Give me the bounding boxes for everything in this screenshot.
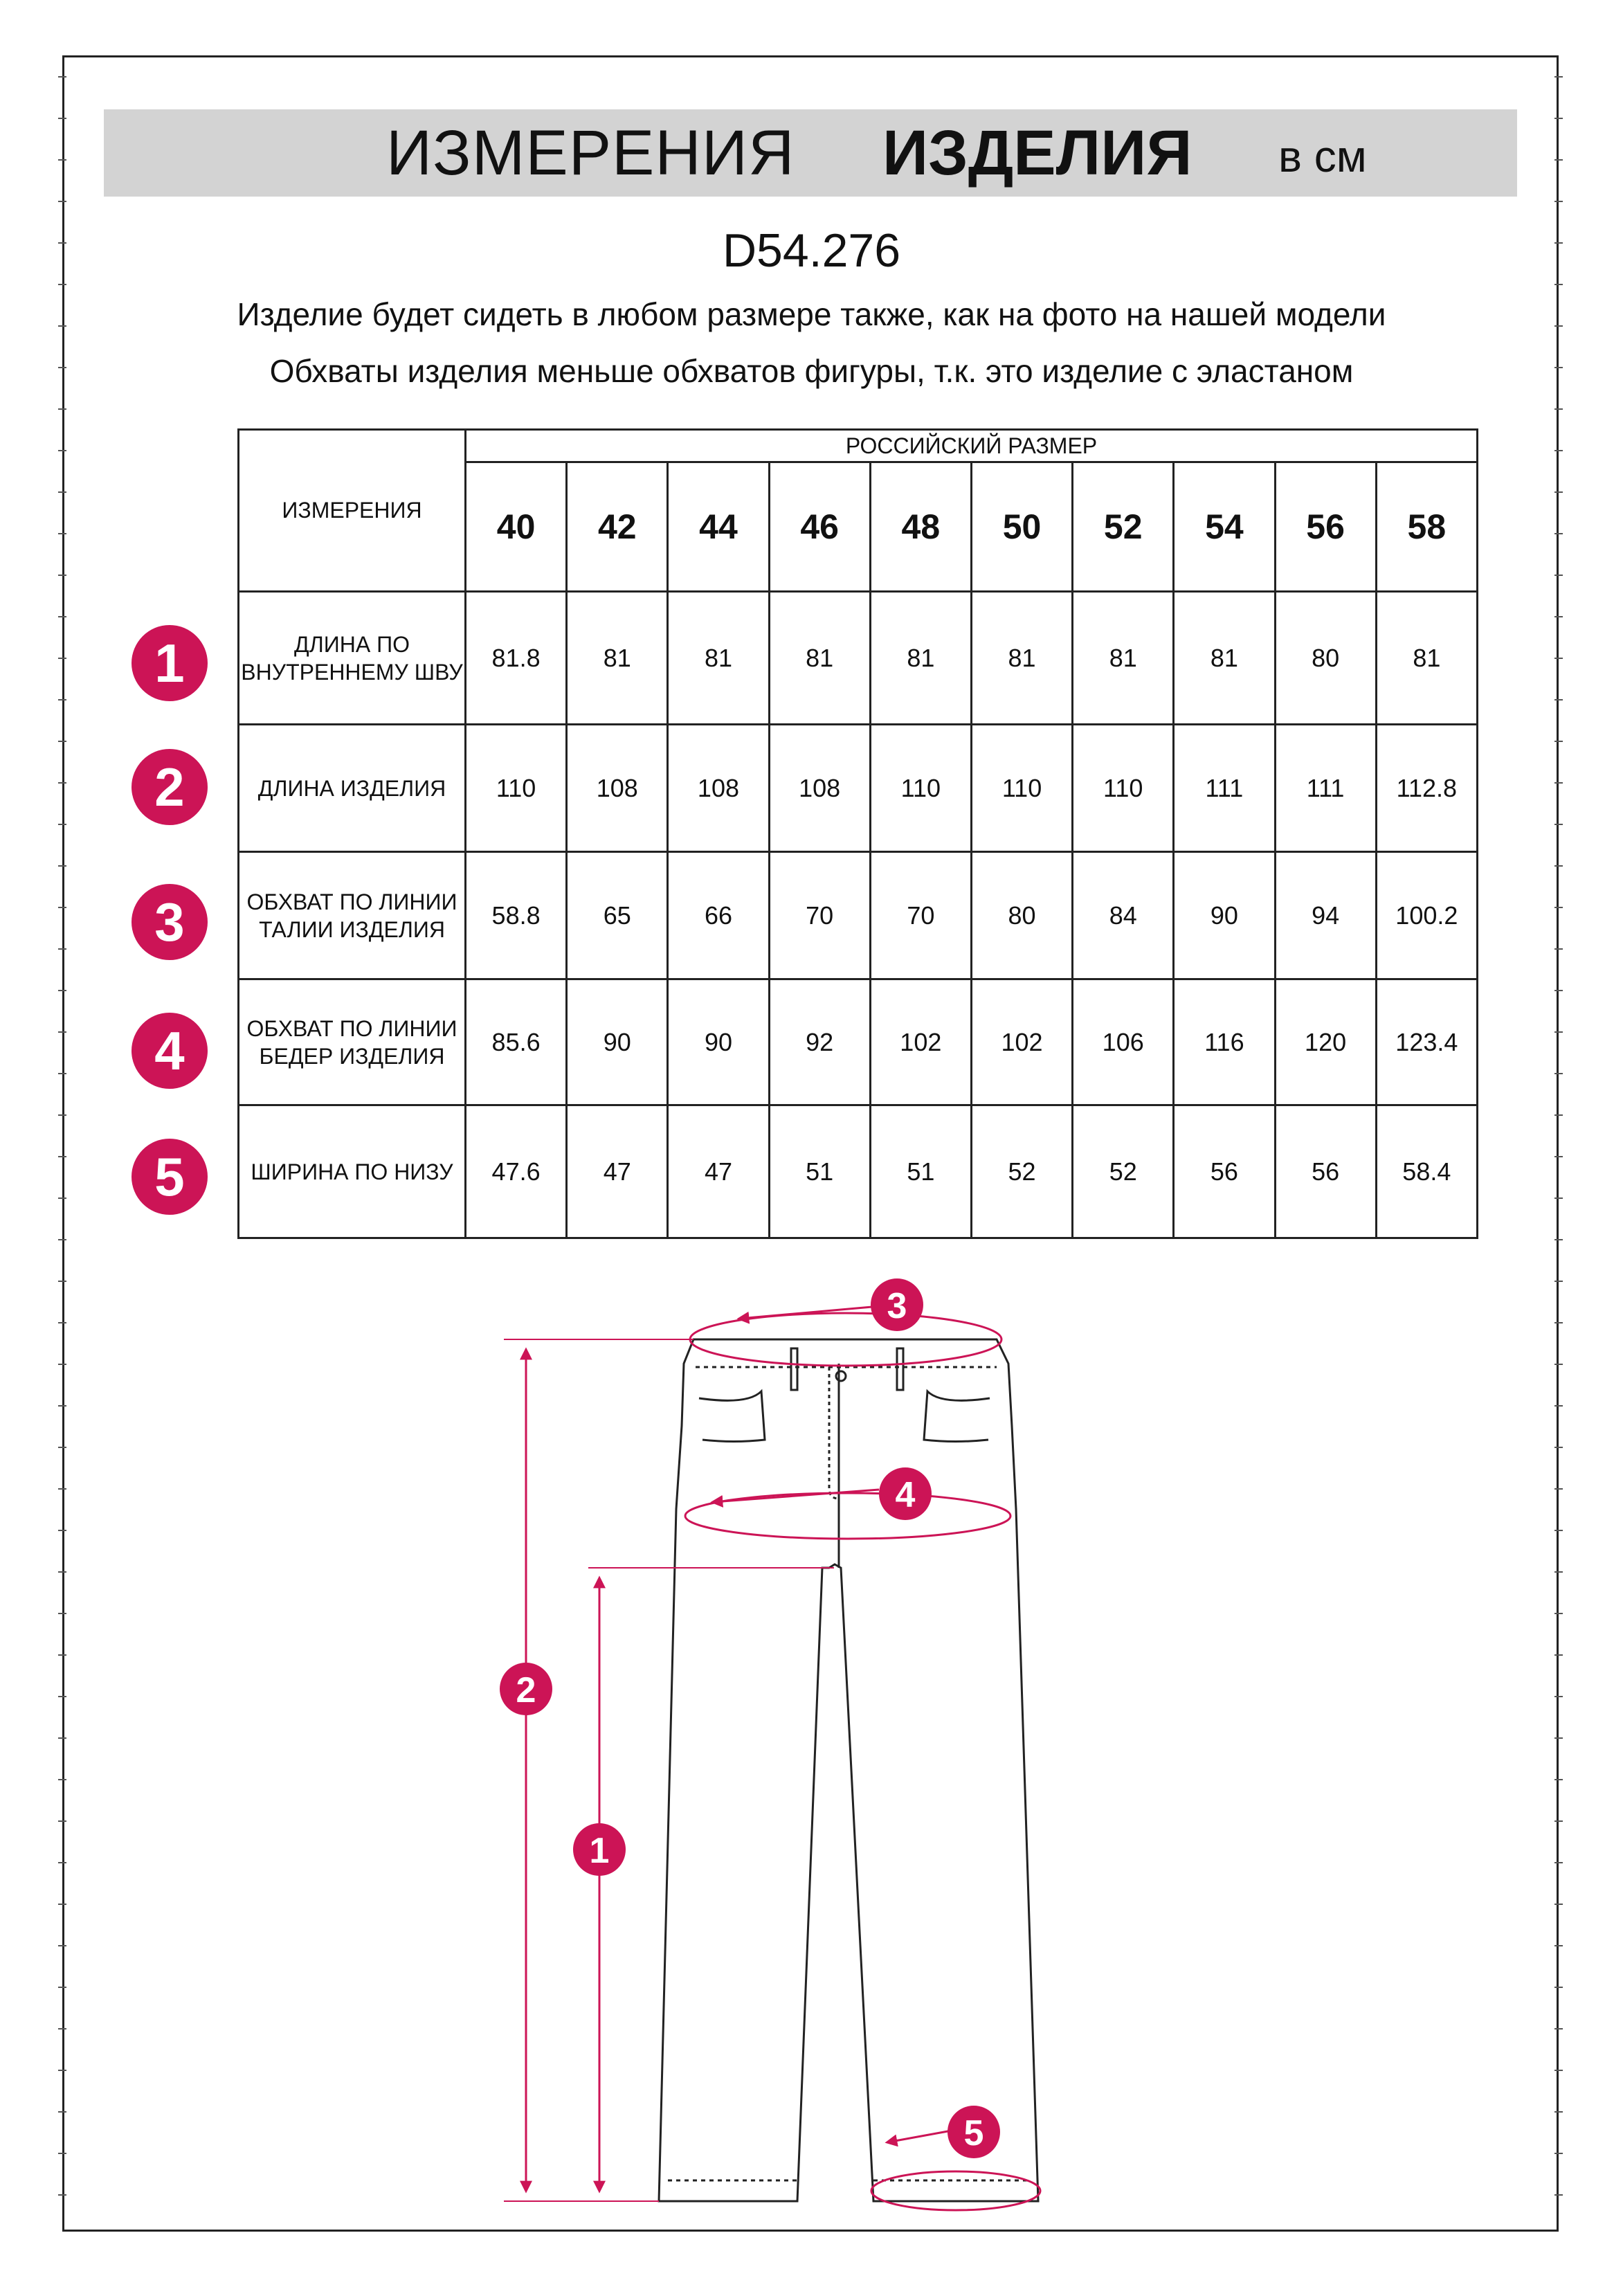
table-cell: 47.6 — [466, 1105, 567, 1238]
table-cell: 90 — [668, 979, 769, 1105]
measurement-label: ДЛИНА ПО ВНУТРЕННЕМУ ШВУ — [239, 592, 466, 725]
row-number-badge-4: 4 — [132, 1013, 208, 1089]
table-cell: 102 — [971, 979, 1072, 1105]
measurement-label: ДЛИНА ИЗДЕЛИЯ — [239, 725, 466, 852]
table-cell: 47 — [567, 1105, 668, 1238]
table-cell: 52 — [971, 1105, 1072, 1238]
size-header-58: 58 — [1376, 462, 1477, 592]
table-cell: 81 — [567, 592, 668, 725]
row-number-badge-3: 3 — [132, 884, 208, 960]
size-header-48: 48 — [870, 462, 971, 592]
elastane-note: Обхваты изделия меньше обхватов фигуры, т.к. это изделие с эластаном — [269, 353, 1354, 389]
table-cell: 120 — [1275, 979, 1376, 1105]
table-cell: 90 — [1174, 852, 1275, 979]
table-cell: 65 — [567, 852, 668, 979]
marker-5-label: 5 — [963, 2113, 984, 2153]
marker-1-label: 1 — [589, 1831, 610, 1871]
table-cell: 58.8 — [466, 852, 567, 979]
measurement-label: ШИРИНА ПО НИЗУ — [239, 1105, 466, 1238]
marker-4-label: 4 — [895, 1475, 916, 1515]
size-header-52: 52 — [1073, 462, 1174, 592]
table-cell: 84 — [1073, 852, 1174, 979]
table-cell: 56 — [1174, 1105, 1275, 1238]
table-cell: 70 — [769, 852, 870, 979]
measurement-label: ОБХВАТ ПО ЛИНИИ ТАЛИИ ИЗДЕЛИЯ — [239, 852, 466, 979]
table-cell: 90 — [567, 979, 668, 1105]
table-cell: 110 — [971, 725, 1072, 852]
table-cell: 106 — [1073, 979, 1174, 1105]
table-cell: 51 — [769, 1105, 870, 1238]
table-cell: 66 — [668, 852, 769, 979]
table-cell: 58.4 — [1376, 1105, 1477, 1238]
table-cell: 92 — [769, 979, 870, 1105]
table-cell: 111 — [1174, 725, 1275, 852]
fit-note: Изделие будет сидеть в любом размере также, как на фото на нашей модели — [237, 296, 1386, 332]
row-number-badge-5: 5 — [132, 1139, 208, 1215]
table-cell: 80 — [971, 852, 1072, 979]
table-cell: 81 — [668, 592, 769, 725]
table-cell: 102 — [870, 979, 971, 1105]
table-cell: 81 — [1376, 592, 1477, 725]
title-unit: в см — [1278, 132, 1367, 181]
table-cell: 111 — [1275, 725, 1376, 852]
trousers-outline — [659, 1339, 1038, 2201]
marker-3-label: 3 — [887, 1286, 907, 1326]
table-cell: 85.6 — [466, 979, 567, 1105]
table-cell: 116 — [1174, 979, 1275, 1105]
size-header-40: 40 — [466, 462, 567, 592]
table-cell: 81 — [971, 592, 1072, 725]
table-cell: 100.2 — [1376, 852, 1477, 979]
row-number-badge-1: 1 — [132, 625, 208, 701]
title-regular: ИЗМЕРЕНИЯ — [386, 118, 795, 188]
table-cell: 52 — [1073, 1105, 1174, 1238]
table-cell: 108 — [567, 725, 668, 852]
marker-2-label: 2 — [516, 1670, 536, 1710]
table-cell: 123.4 — [1376, 979, 1477, 1105]
table-cell: 110 — [870, 725, 971, 852]
title-bold: ИЗДЕЛИЯ — [882, 118, 1193, 188]
row-number-badge-2: 2 — [132, 749, 208, 825]
table-cell: 112.8 — [1376, 725, 1477, 852]
size-system-header: РОССИЙСКИЙ РАЗМЕР — [466, 430, 1478, 462]
size-header-56: 56 — [1275, 462, 1376, 592]
table-cell: 51 — [870, 1105, 971, 1238]
size-header-42: 42 — [567, 462, 668, 592]
table-cell: 70 — [870, 852, 971, 979]
product-code: D54.276 — [722, 224, 901, 277]
size-header-54: 54 — [1174, 462, 1275, 592]
table-cell: 81 — [1073, 592, 1174, 725]
measurements-header: ИЗМЕРЕНИЯ — [239, 430, 466, 592]
size-header-44: 44 — [668, 462, 769, 592]
table-cell: 47 — [668, 1105, 769, 1238]
table-cell: 108 — [769, 725, 870, 852]
table-cell: 56 — [1275, 1105, 1376, 1238]
table-cell: 81 — [769, 592, 870, 725]
measurement-label: ОБХВАТ ПО ЛИНИИ БЕДЕР ИЗДЕЛИЯ — [239, 979, 466, 1105]
table-cell: 94 — [1275, 852, 1376, 979]
table-cell: 81.8 — [466, 592, 567, 725]
table-cell: 80 — [1275, 592, 1376, 725]
table-cell: 110 — [466, 725, 567, 852]
table-cell: 110 — [1073, 725, 1174, 852]
size-header-46: 46 — [769, 462, 870, 592]
size-header-50: 50 — [971, 462, 1072, 592]
table-cell: 81 — [1174, 592, 1275, 725]
table-cell: 81 — [870, 592, 971, 725]
table-cell: 108 — [668, 725, 769, 852]
